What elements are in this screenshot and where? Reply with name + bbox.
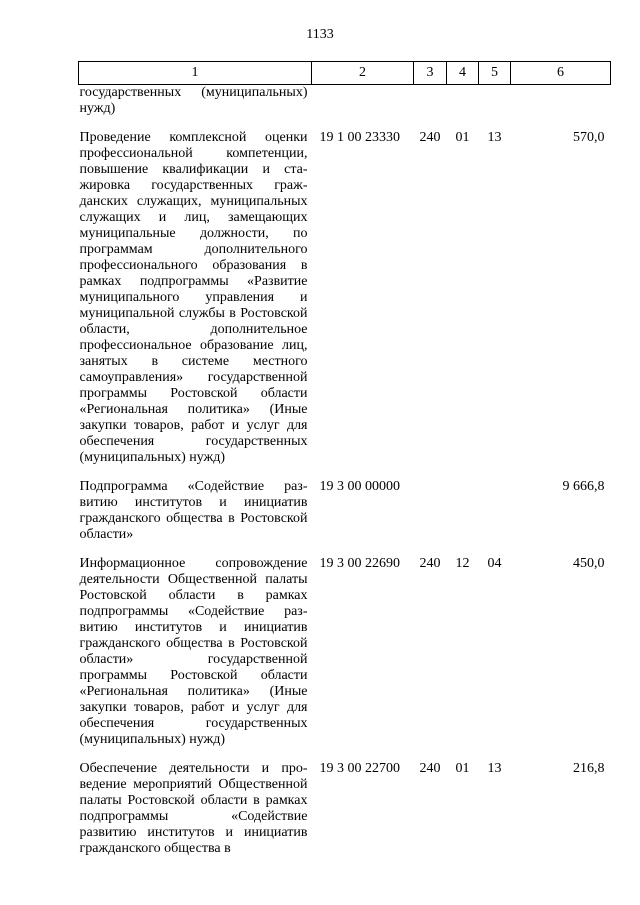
table-row xyxy=(79,761,611,857)
budget-table xyxy=(78,61,611,857)
row-name: Информационное сопровождение деятельности Общественной палаты Ростовской области в рамках подпрограммы «Содействие развитию институтов и инициатив гражданского общества в Ростовской области» государственной программы Ростовской области «Региональная политика» (Иные закупки товаров, работ и услуг для обеспечения государственных (муниципальных) нужд) xyxy=(79,556,308,747)
row-expense-type: 240 xyxy=(419,556,441,571)
col-header-pr: 5 xyxy=(479,62,511,85)
row-target-code xyxy=(312,85,414,118)
row-section: 01 xyxy=(455,761,470,776)
col-header-vr: 3 xyxy=(414,62,447,85)
row-amount: 216,8 xyxy=(573,761,605,776)
row-amount: 570,0 xyxy=(573,130,605,145)
row-section: 12 xyxy=(455,556,470,571)
row-name: Подпрограмма «Содействие развитию институтов и инициатив гражданского общества в Ростовской области» xyxy=(79,479,308,542)
table-row xyxy=(79,130,611,466)
row-subsection xyxy=(479,85,511,118)
col-header-csr: 2 xyxy=(312,62,414,85)
row-amount: 9 666,8 xyxy=(562,479,605,494)
col-header-amount: 6 xyxy=(511,62,611,85)
col-header-rz: 4 xyxy=(447,62,479,85)
row-subsection: 13 xyxy=(487,761,502,776)
page-number: 1133 xyxy=(306,27,334,42)
row-section: 01 xyxy=(455,130,470,145)
row-spacer xyxy=(79,466,611,479)
row-section xyxy=(447,85,479,118)
row-name: государственных (муниципальных) нужд) xyxy=(79,85,308,116)
table-header xyxy=(79,62,611,85)
table-row xyxy=(79,556,611,748)
row-target-code: 19 1 00 23330 xyxy=(319,130,400,145)
row-spacer xyxy=(79,748,611,761)
table-row xyxy=(79,85,611,118)
table-body xyxy=(79,85,611,858)
table-row xyxy=(79,479,611,543)
row-amount: 450,0 xyxy=(573,556,605,571)
row-expense-type xyxy=(414,85,447,118)
row-amount xyxy=(511,85,611,118)
row-name: Обеспечение деятельности и проведение мероприятий Общественной палаты Ростовской области в рамках подпрограммы «Содействие развитию институтов и инициатив гражданского общества в xyxy=(79,761,308,856)
row-target-code: 19 3 00 22700 xyxy=(319,761,400,776)
row-expense-type: 240 xyxy=(419,761,441,776)
row-expense-type: 240 xyxy=(419,130,441,145)
col-header-name: 1 xyxy=(79,62,312,85)
row-name: Проведение комплексной оценки профессиональной компетенции, повышение квалификации и стажировка государственных гражданских служащих, муниципальных служащих и лиц, замещающих муниципальные должности, по программам дополнительного профессионального образования в рамках подпрограммы «Развитие муниципального управления и муниципальной службы в Ростовской области, дополнительное профессиональное образование лиц, занятых в системе местного самоуправления» государственной программы Ростовской области «Региональная политика» (Иные закупки товаров, работ и услуг для обеспечения государственных (муниципальных) нужд) xyxy=(79,130,308,465)
row-section xyxy=(447,479,479,543)
header-row xyxy=(79,62,611,85)
row-spacer xyxy=(79,117,611,130)
row-expense-type xyxy=(414,479,447,543)
row-subsection: 13 xyxy=(487,130,502,145)
row-subsection: 04 xyxy=(487,556,502,571)
row-subsection xyxy=(479,479,511,543)
row-target-code: 19 3 00 22690 xyxy=(319,556,400,571)
row-spacer xyxy=(79,543,611,556)
row-target-code: 19 3 00 00000 xyxy=(319,479,400,494)
